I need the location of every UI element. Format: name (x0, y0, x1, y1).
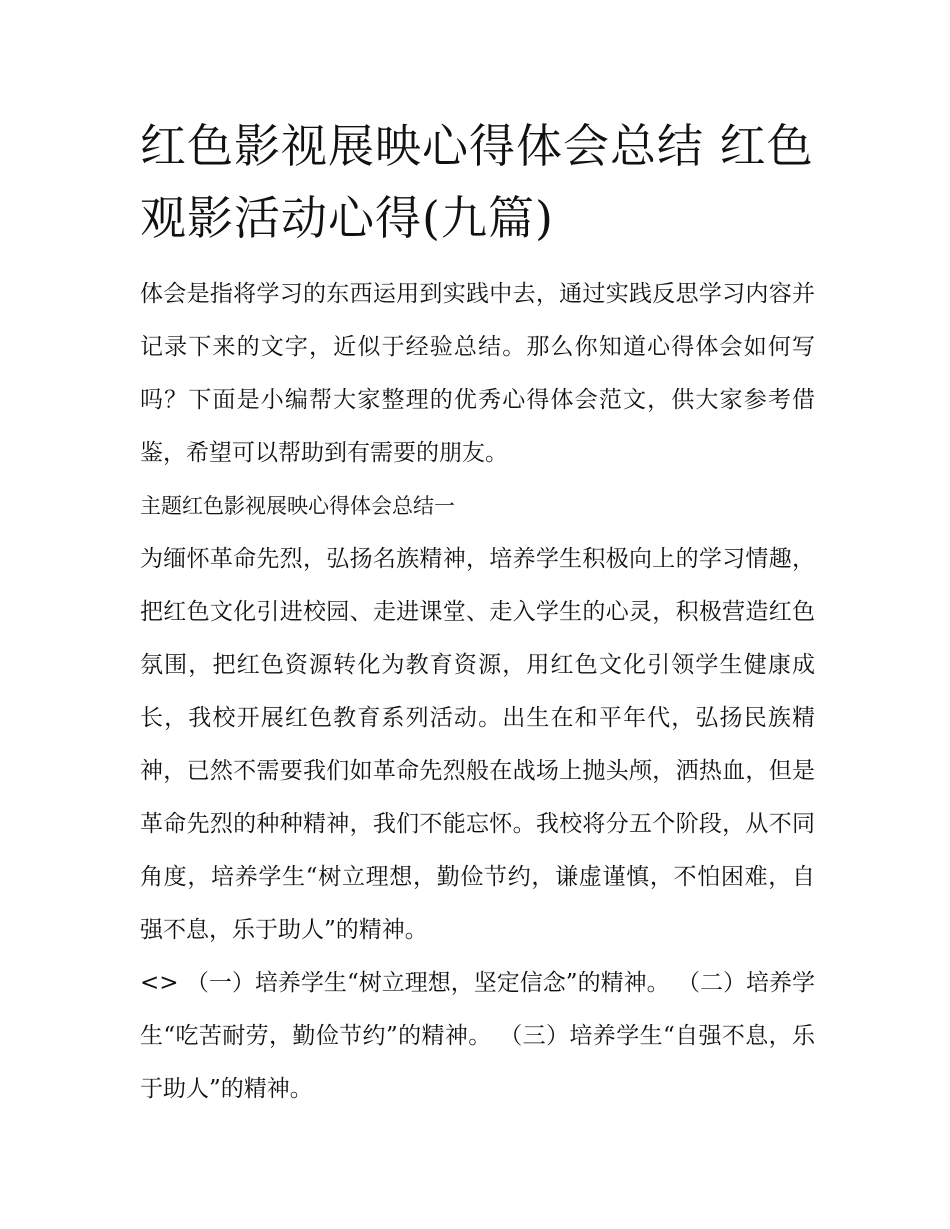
document-page (140, 110, 815, 1116)
body-paragraph: 为缅怀革命先烈，弘扬名族精神，培养学生积极向上的学习情趣，把红色文化引进校园、走进课堂、走入学生的心灵，积极营造红色氛围，把红色资源转化为教育资源，用红色文化引领学生健康成长，我校开展红色教育系列活动。出生在和平年代，弘扬民族精神，已然不需要我们如革命先烈般在战场上抛头颅，洒热血，但是革命先烈的种种精神，我们不能忘怀。我校将分五个阶段，从不同角度，培养学生“树立理想，勤俭节约，谦虚谨慎，不怕困难，自强不息，乐于助人”的精神。 (140, 546, 815, 943)
intro-paragraph: 体会是指将学习的东西运用到实践中去，通过实践反思学习内容并记录下来的文字，近似于经验总结。那么你知道心得体会如何写吗？下面是小编帮大家整理的优秀心得体会范文，供大家参考借鉴，希望可以帮助到有需要的朋友。 (140, 281, 815, 466)
section-heading: 主题红色影视展映心得体会总结一 (140, 494, 455, 518)
document-title: 红色影视展映心得体会总结 红色观影活动心得(九篇) (140, 119, 814, 245)
list-paragraph: <> （一）培养学生“树立理想，坚定信念”的精神。 （二）培养学生“吃苦耐劳，勤俭节约”的精神。 （三）培养学生“自强不息，乐于助人”的精神。 (140, 970, 815, 1102)
